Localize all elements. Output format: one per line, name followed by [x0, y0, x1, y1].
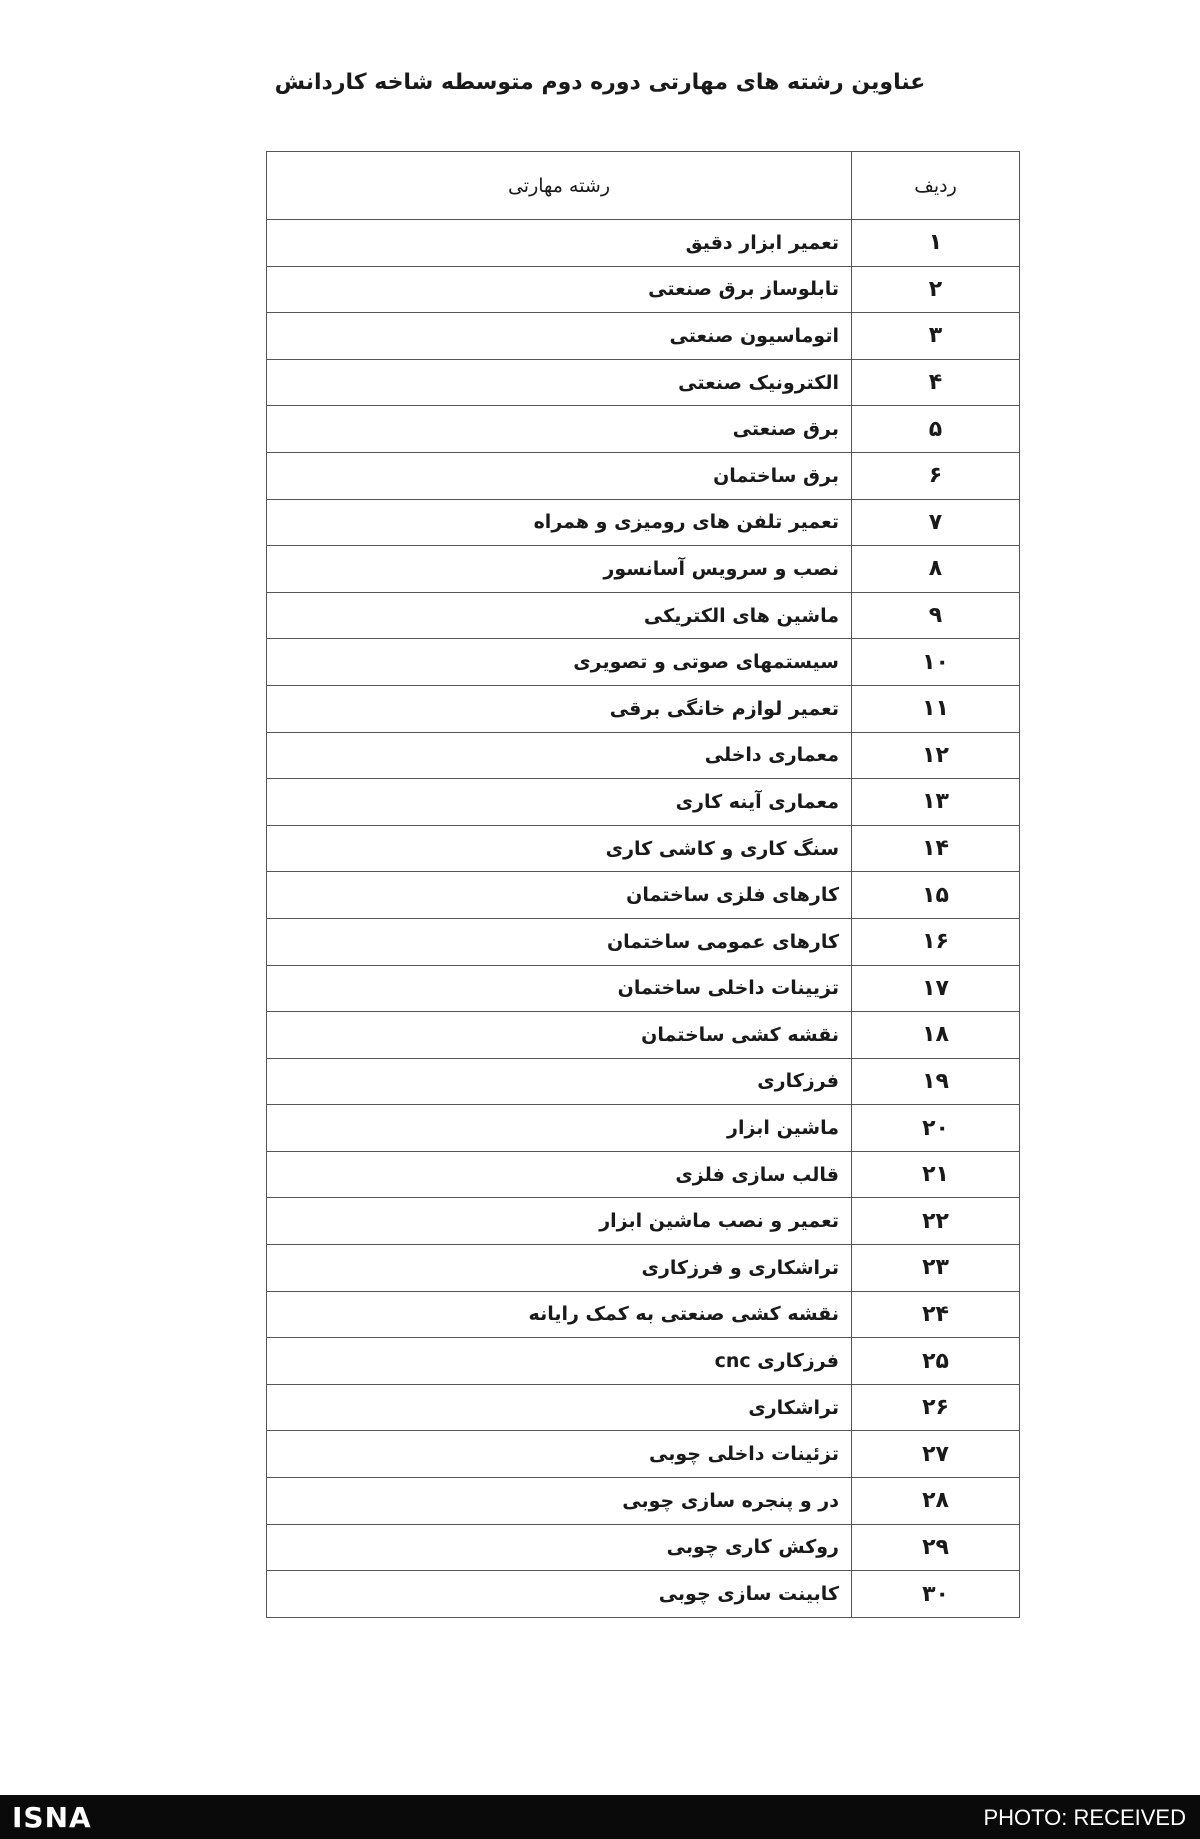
- table-row: [267, 592, 1020, 639]
- row-number: ۲۰: [852, 1105, 1020, 1152]
- row-number: ۲۷: [852, 1431, 1020, 1478]
- table-body: [267, 220, 1020, 1618]
- table-header: [267, 152, 1020, 220]
- field-name: معماری داخلی: [267, 732, 852, 779]
- table-row: [267, 685, 1020, 732]
- row-number: ۲۹: [852, 1524, 1020, 1571]
- field-name: تعمیر لوازم خانگی برقی: [267, 685, 852, 732]
- table-row: [267, 406, 1020, 453]
- row-number: ۴: [852, 359, 1020, 406]
- row-number: ۲۴: [852, 1291, 1020, 1338]
- isna-logo: ISNA: [12, 1801, 92, 1834]
- row-number: ۱۱: [852, 685, 1020, 732]
- row-number: ۲۳: [852, 1245, 1020, 1292]
- row-number: ۳: [852, 313, 1020, 360]
- field-name: قالب سازی فلزی: [267, 1151, 852, 1198]
- field-name: اتوماسیون صنعتی: [267, 313, 852, 360]
- table-row: [267, 1384, 1020, 1431]
- page-title: عناوین رشته های مهارتی دوره دوم متوسطه شاخه کاردانش: [274, 70, 926, 95]
- header-row-number: ردیف: [852, 152, 1020, 220]
- row-number: ۱۵: [852, 872, 1020, 919]
- table-row: [267, 313, 1020, 360]
- table-row: [267, 1105, 1020, 1152]
- row-number: ۱۶: [852, 918, 1020, 965]
- field-name: در و پنجره سازی چوبی: [267, 1478, 852, 1525]
- row-number: ۳۰: [852, 1571, 1020, 1618]
- field-name: تابلوساز برق صنعتی: [267, 266, 852, 313]
- row-number: ۲: [852, 266, 1020, 313]
- field-name: تزیینات داخلی ساختمان: [267, 965, 852, 1012]
- table-row: [267, 732, 1020, 779]
- row-number: ۶: [852, 452, 1020, 499]
- row-number: ۱۲: [852, 732, 1020, 779]
- field-name: تعمیر تلفن های رومیزی و همراه: [267, 499, 852, 546]
- table-row: [267, 1338, 1020, 1385]
- table-row: [267, 872, 1020, 919]
- field-name: ماشین ابزار: [267, 1105, 852, 1152]
- field-name: فرزکاری: [267, 1058, 852, 1105]
- footer-bar: [0, 1795, 1200, 1839]
- row-number: ۱۷: [852, 965, 1020, 1012]
- table-row: [267, 965, 1020, 1012]
- row-number: ۷: [852, 499, 1020, 546]
- table-row: [267, 1524, 1020, 1571]
- field-name: کارهای عمومی ساختمان: [267, 918, 852, 965]
- table-row: [267, 825, 1020, 872]
- row-number: ۸: [852, 546, 1020, 593]
- field-name: کارهای فلزی ساختمان: [267, 872, 852, 919]
- table-row: [267, 1198, 1020, 1245]
- table-row: [267, 1431, 1020, 1478]
- table-row: [267, 220, 1020, 267]
- header-field-name: رشته مهارتی: [267, 152, 852, 220]
- table-row: [267, 452, 1020, 499]
- field-name: فرزکاری cnc: [267, 1338, 852, 1385]
- row-number: ۱: [852, 220, 1020, 267]
- table-row: [267, 266, 1020, 313]
- field-name: تعمیر ابزار دقیق: [267, 220, 852, 267]
- row-number: ۲۱: [852, 1151, 1020, 1198]
- table-row: [267, 779, 1020, 826]
- row-number: ۵: [852, 406, 1020, 453]
- table-header-row: [267, 152, 1020, 220]
- photo-credit: PHOTO: RECEIVED: [983, 1805, 1186, 1830]
- field-name: سنگ کاری و کاشی کاری: [267, 825, 852, 872]
- table-row: [267, 639, 1020, 686]
- field-name: برق ساختمان: [267, 452, 852, 499]
- row-number: ۱۴: [852, 825, 1020, 872]
- field-name: تراشکاری و فرزکاری: [267, 1245, 852, 1292]
- table-row: [267, 1151, 1020, 1198]
- table-row: [267, 499, 1020, 546]
- field-name: الکترونیک صنعتی: [267, 359, 852, 406]
- table-row: [267, 1058, 1020, 1105]
- field-name: معماری آینه کاری: [267, 779, 852, 826]
- row-number: ۲۵: [852, 1338, 1020, 1385]
- table-row: [267, 918, 1020, 965]
- row-number: ۱۰: [852, 639, 1020, 686]
- field-name: تزئینات داخلی چوبی: [267, 1431, 852, 1478]
- table-row: [267, 1571, 1020, 1618]
- row-number: ۹: [852, 592, 1020, 639]
- field-name: تعمیر و نصب ماشین ابزار: [267, 1198, 852, 1245]
- table-row: [267, 1245, 1020, 1292]
- field-name: تراشکاری: [267, 1384, 852, 1431]
- field-name: برق صنعتی: [267, 406, 852, 453]
- row-number: ۱۳: [852, 779, 1020, 826]
- skills-table: [266, 151, 1020, 1618]
- table-row: [267, 1291, 1020, 1338]
- row-number: ۱۸: [852, 1012, 1020, 1059]
- field-name: ماشین های الکتریکی: [267, 592, 852, 639]
- field-name: روکش کاری چوبی: [267, 1524, 852, 1571]
- row-number: ۲۶: [852, 1384, 1020, 1431]
- table-row: [267, 1012, 1020, 1059]
- table-row: [267, 546, 1020, 593]
- field-name: سیستمهای صوتی و تصویری: [267, 639, 852, 686]
- row-number: ۲۲: [852, 1198, 1020, 1245]
- field-name: نقشه کشی صنعتی به کمک رایانه: [267, 1291, 852, 1338]
- field-name: کابینت سازی چوبی: [267, 1571, 852, 1618]
- field-name: نقشه کشی ساختمان: [267, 1012, 852, 1059]
- table-row: [267, 1478, 1020, 1525]
- row-number: ۱۹: [852, 1058, 1020, 1105]
- table-row: [267, 359, 1020, 406]
- row-number: ۲۸: [852, 1478, 1020, 1525]
- field-name: نصب و سرویس آسانسور: [267, 546, 852, 593]
